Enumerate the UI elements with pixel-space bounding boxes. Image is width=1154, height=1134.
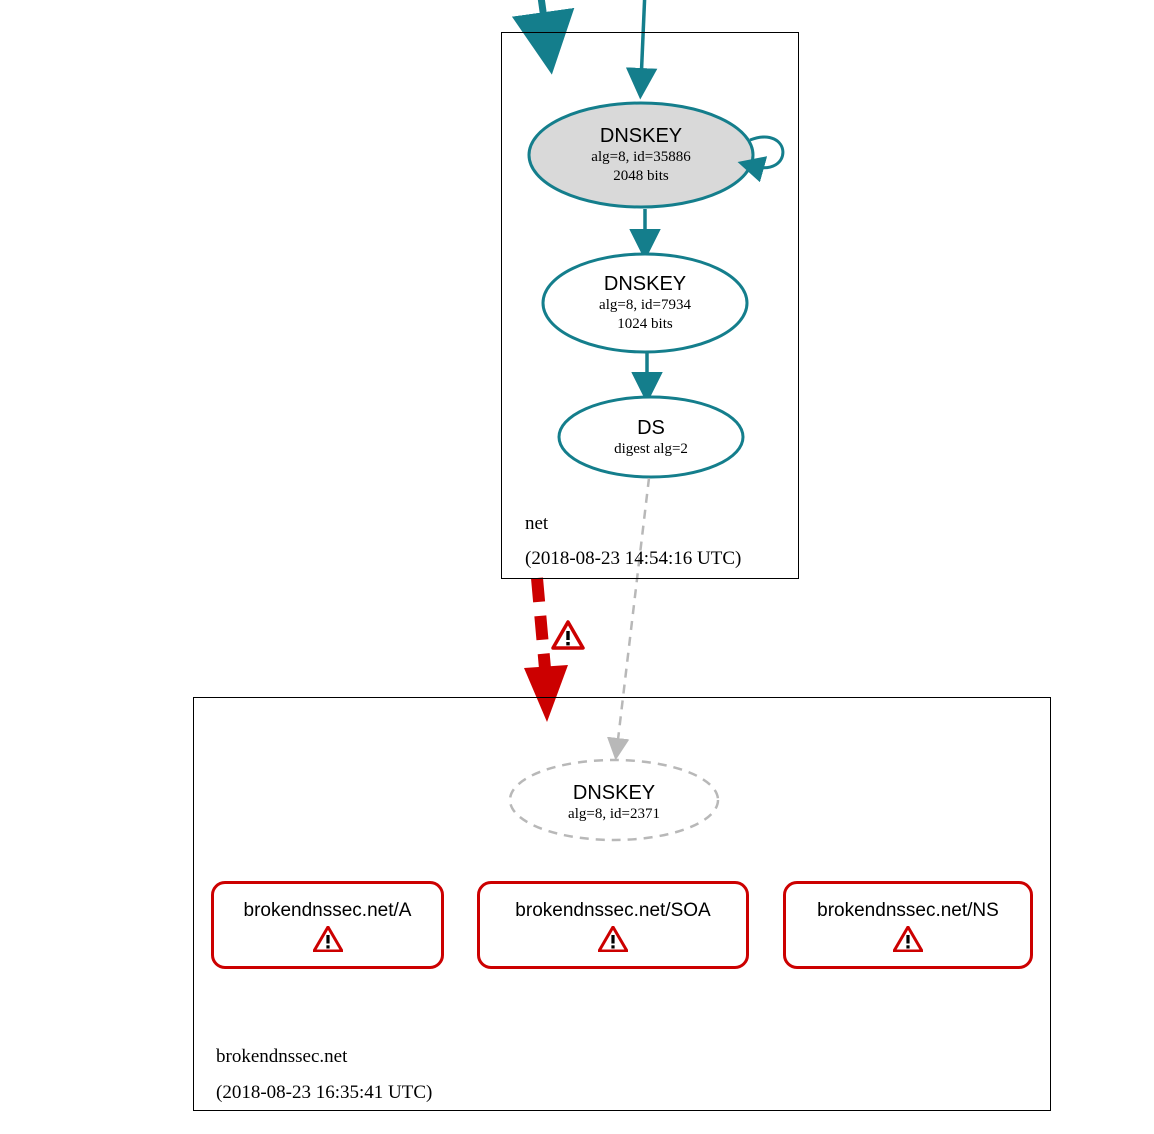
node-net-ds-line2: digest alg=2: [614, 441, 688, 457]
rrset-soa-label: brokendnssec.net/SOA: [515, 900, 711, 921]
warning-icon-rrset-a: [313, 926, 343, 952]
zone-timestamp-net: (2018-08-23 14:54:16 UTC): [525, 548, 742, 569]
zone-timestamp-brokendnssec: (2018-08-23 16:35:41 UTC): [216, 1082, 433, 1103]
node-net-ksk-line3: 2048 bits: [613, 168, 669, 184]
node-net-zsk-line2: alg=8, id=7934: [599, 297, 691, 313]
zone-label-brokendnssec: brokendnssec.net: [216, 1046, 348, 1067]
rrset-ns-label: brokendnssec.net/NS: [817, 900, 999, 921]
node-net-ksk-title: DNSKEY: [599, 125, 683, 147]
node-net-zsk-title: DNSKEY: [603, 273, 687, 295]
node-net-zsk-line3: 1024 bits: [617, 316, 673, 332]
rrset-soa[interactable]: [477, 881, 749, 969]
warning-icon-rrset-ns: [893, 926, 923, 952]
node-net-ds-title: DS: [637, 417, 665, 439]
node-brokendnssec-dnskey-title: DNSKEY: [572, 782, 656, 804]
warning-icon-delegation: [553, 622, 583, 648]
warning-icon-rrset-soa: [598, 926, 628, 952]
rrset-ns[interactable]: [783, 881, 1033, 969]
node-brokendnssec-dnskey-line2: alg=8, id=2371: [568, 806, 660, 822]
rrset-a[interactable]: [211, 881, 444, 969]
rrset-a-label: brokendnssec.net/A: [243, 900, 412, 921]
node-net-ksk-line2: alg=8, id=35886: [591, 149, 691, 165]
zone-label-net: net: [525, 513, 549, 534]
zone-box-net: [501, 32, 799, 579]
